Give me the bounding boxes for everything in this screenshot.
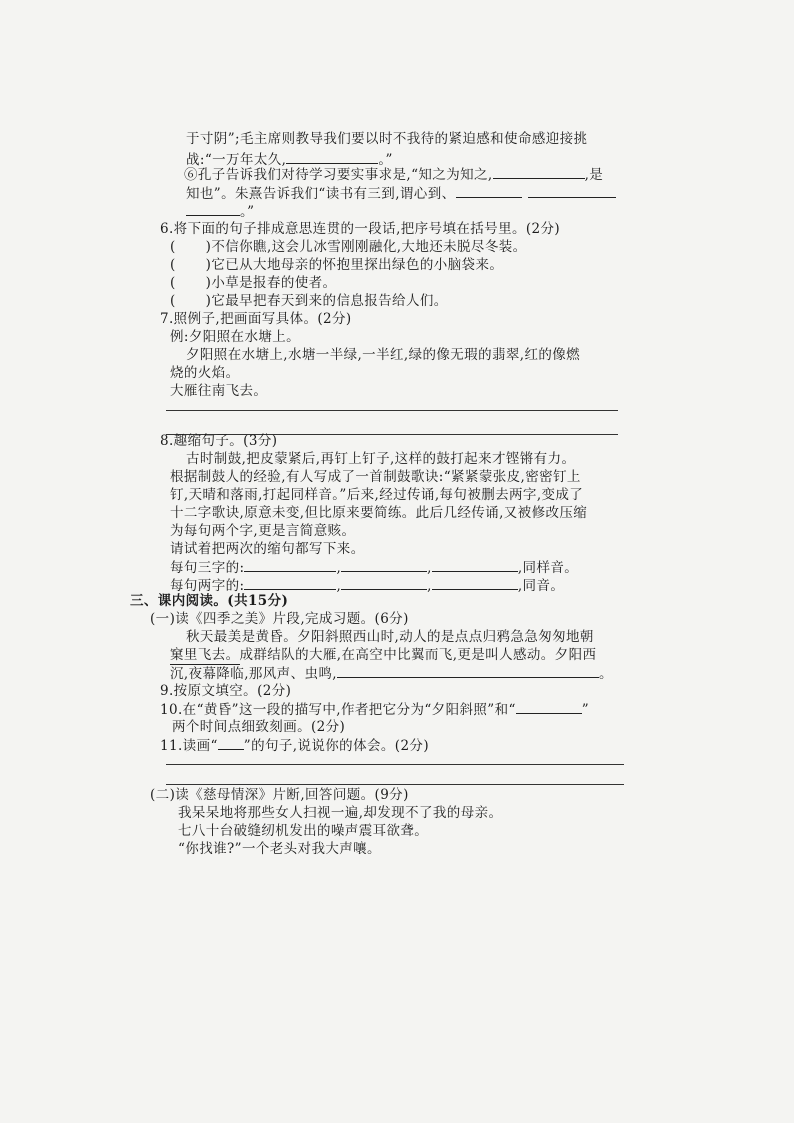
- question-9: 9.按原文填空。(2分): [160, 683, 292, 699]
- text-line: 于寸阴”;毛主席则教导我们要以时不我待的紧迫感和使命感迎接挑: [186, 131, 588, 147]
- order-item: ( )它已从大地母亲的怀抱里探出绿色的小脑袋来。: [170, 257, 504, 273]
- answer-blank[interactable]: [432, 576, 518, 590]
- answer-blank[interactable]: [493, 165, 585, 179]
- answer-blank[interactable]: [286, 150, 378, 164]
- reading-passage-line: 秋天最美是黄昏。夕阳斜照西山时,动人的是点点归鸦急急匆匆地朝: [186, 629, 594, 645]
- passage-line: 根据制鼓人的经验,有人写成了一首制鼓歌诀:“紧紧蒙张皮,密密钉上: [170, 469, 581, 485]
- text-line: ⑥孔子告诉我们对待学习要实事求是,“知之为知之, ,是: [184, 167, 604, 183]
- example-text: 夕阳照在水塘上,水塘一半绿,一半红,绿的像无瑕的翡翠,红的像燃: [186, 347, 581, 363]
- passage-line: 十二字歌诀,原意未变,但比原来要简练。此后几经传诵,又被修改压缩: [170, 505, 588, 521]
- answer-blank[interactable]: [337, 664, 599, 678]
- question-7-title: 7.照例子,把画面写具体。(2分): [160, 311, 352, 327]
- answer-blank[interactable]: [218, 736, 244, 750]
- answer-blank[interactable]: [516, 700, 582, 714]
- text-line: 知也”。朱熹告诉我们“读书有三到,谓心到、: [186, 184, 616, 203]
- passage-line: 钉,天晴和落雨,打起同样音。”后来,经过传诵,每句被删去两字,变成了: [170, 487, 584, 503]
- answer-blank[interactable]: [244, 558, 336, 572]
- reading-passage-line: 七八十台破缝纫机发出的噪声震耳欲聋。: [178, 823, 429, 839]
- reading-passage-line: 窠里飞去。成群结队的大雁,在高空中比翼而飞,更是叫人感动。夕阳西: [170, 647, 597, 663]
- q8-row-three-char: 每句三字的: , , ,同样音。: [170, 560, 579, 576]
- question-11: 11.读画“ ”的句子,说说你的体会。(2分): [160, 738, 429, 754]
- question-10-cont: 两个时间点细致刻画。(2分): [172, 719, 346, 735]
- answer-blank[interactable]: [341, 576, 427, 590]
- answer-line[interactable]: [166, 410, 618, 411]
- question-6-title: 6.将下面的句子排成意思连贯的一段话,把序号填在括号里。(2分): [160, 221, 561, 237]
- q8-instruction: 请试着把两次的缩句都写下来。: [170, 541, 365, 557]
- answer-blank[interactable]: [244, 576, 336, 590]
- order-item: ( )不信你瞧,这会儿冰雪刚刚融化,大地还未脱尽冬装。: [170, 239, 527, 255]
- passage-line: 为每句两个字,更是言简意赅。: [170, 523, 356, 539]
- answer-line[interactable]: [166, 784, 624, 785]
- answer-blank[interactable]: [528, 184, 616, 198]
- example-text: 烧的火焰。: [170, 365, 240, 381]
- text-line: 。”: [186, 202, 254, 221]
- answer-blank[interactable]: [186, 202, 240, 216]
- q7-prompt: 大雁往南飞去。: [170, 383, 268, 399]
- passage-line: 古时制鼓,把皮蒙紧后,再钉上钉子,这样的鼓打起来才铿锵有力。: [186, 451, 576, 467]
- example-label: 例:夕阳照在水塘上。: [170, 329, 301, 345]
- answer-blank[interactable]: [432, 558, 518, 572]
- order-item: ( )它最早把春天到来的信息报告给人们。: [170, 293, 448, 309]
- answer-line[interactable]: [166, 764, 624, 765]
- answer-blank[interactable]: [341, 558, 427, 572]
- order-item: ( )小草是报春的使者。: [170, 275, 337, 291]
- reading-1-title: (一)读《四季之美》片段,完成习题。(6分): [150, 611, 409, 627]
- reading-passage-line: 我呆呆地将那些女人扫视一遍,却发现不了我的母亲。: [178, 805, 503, 821]
- section-3-title: 三、课内阅读。(共15分): [130, 593, 289, 609]
- answer-blank[interactable]: [456, 184, 522, 198]
- question-10: 10.在“黄昏”这一段的描写中,作者把它分为“夕阳斜照”和“ ”: [160, 702, 590, 718]
- q8-row-two-char: 每句两字的: , , ,同音。: [170, 578, 565, 594]
- reading-passage-line: “你找谁?”一个老头对我大声嚷。: [178, 841, 381, 857]
- reading-2-title: (二)读《慈母情深》片断,回答问题。(9分): [150, 787, 409, 803]
- underlined-sentence: 窠里飞去。: [170, 647, 240, 663]
- reading-passage-line: 沉,夜幕降临,那风声、虫鸣, 。: [170, 666, 613, 682]
- question-8-title: 8.趣缩句子。(3分): [160, 433, 278, 449]
- text-line: 战:“一万年太久, 。”: [186, 152, 393, 168]
